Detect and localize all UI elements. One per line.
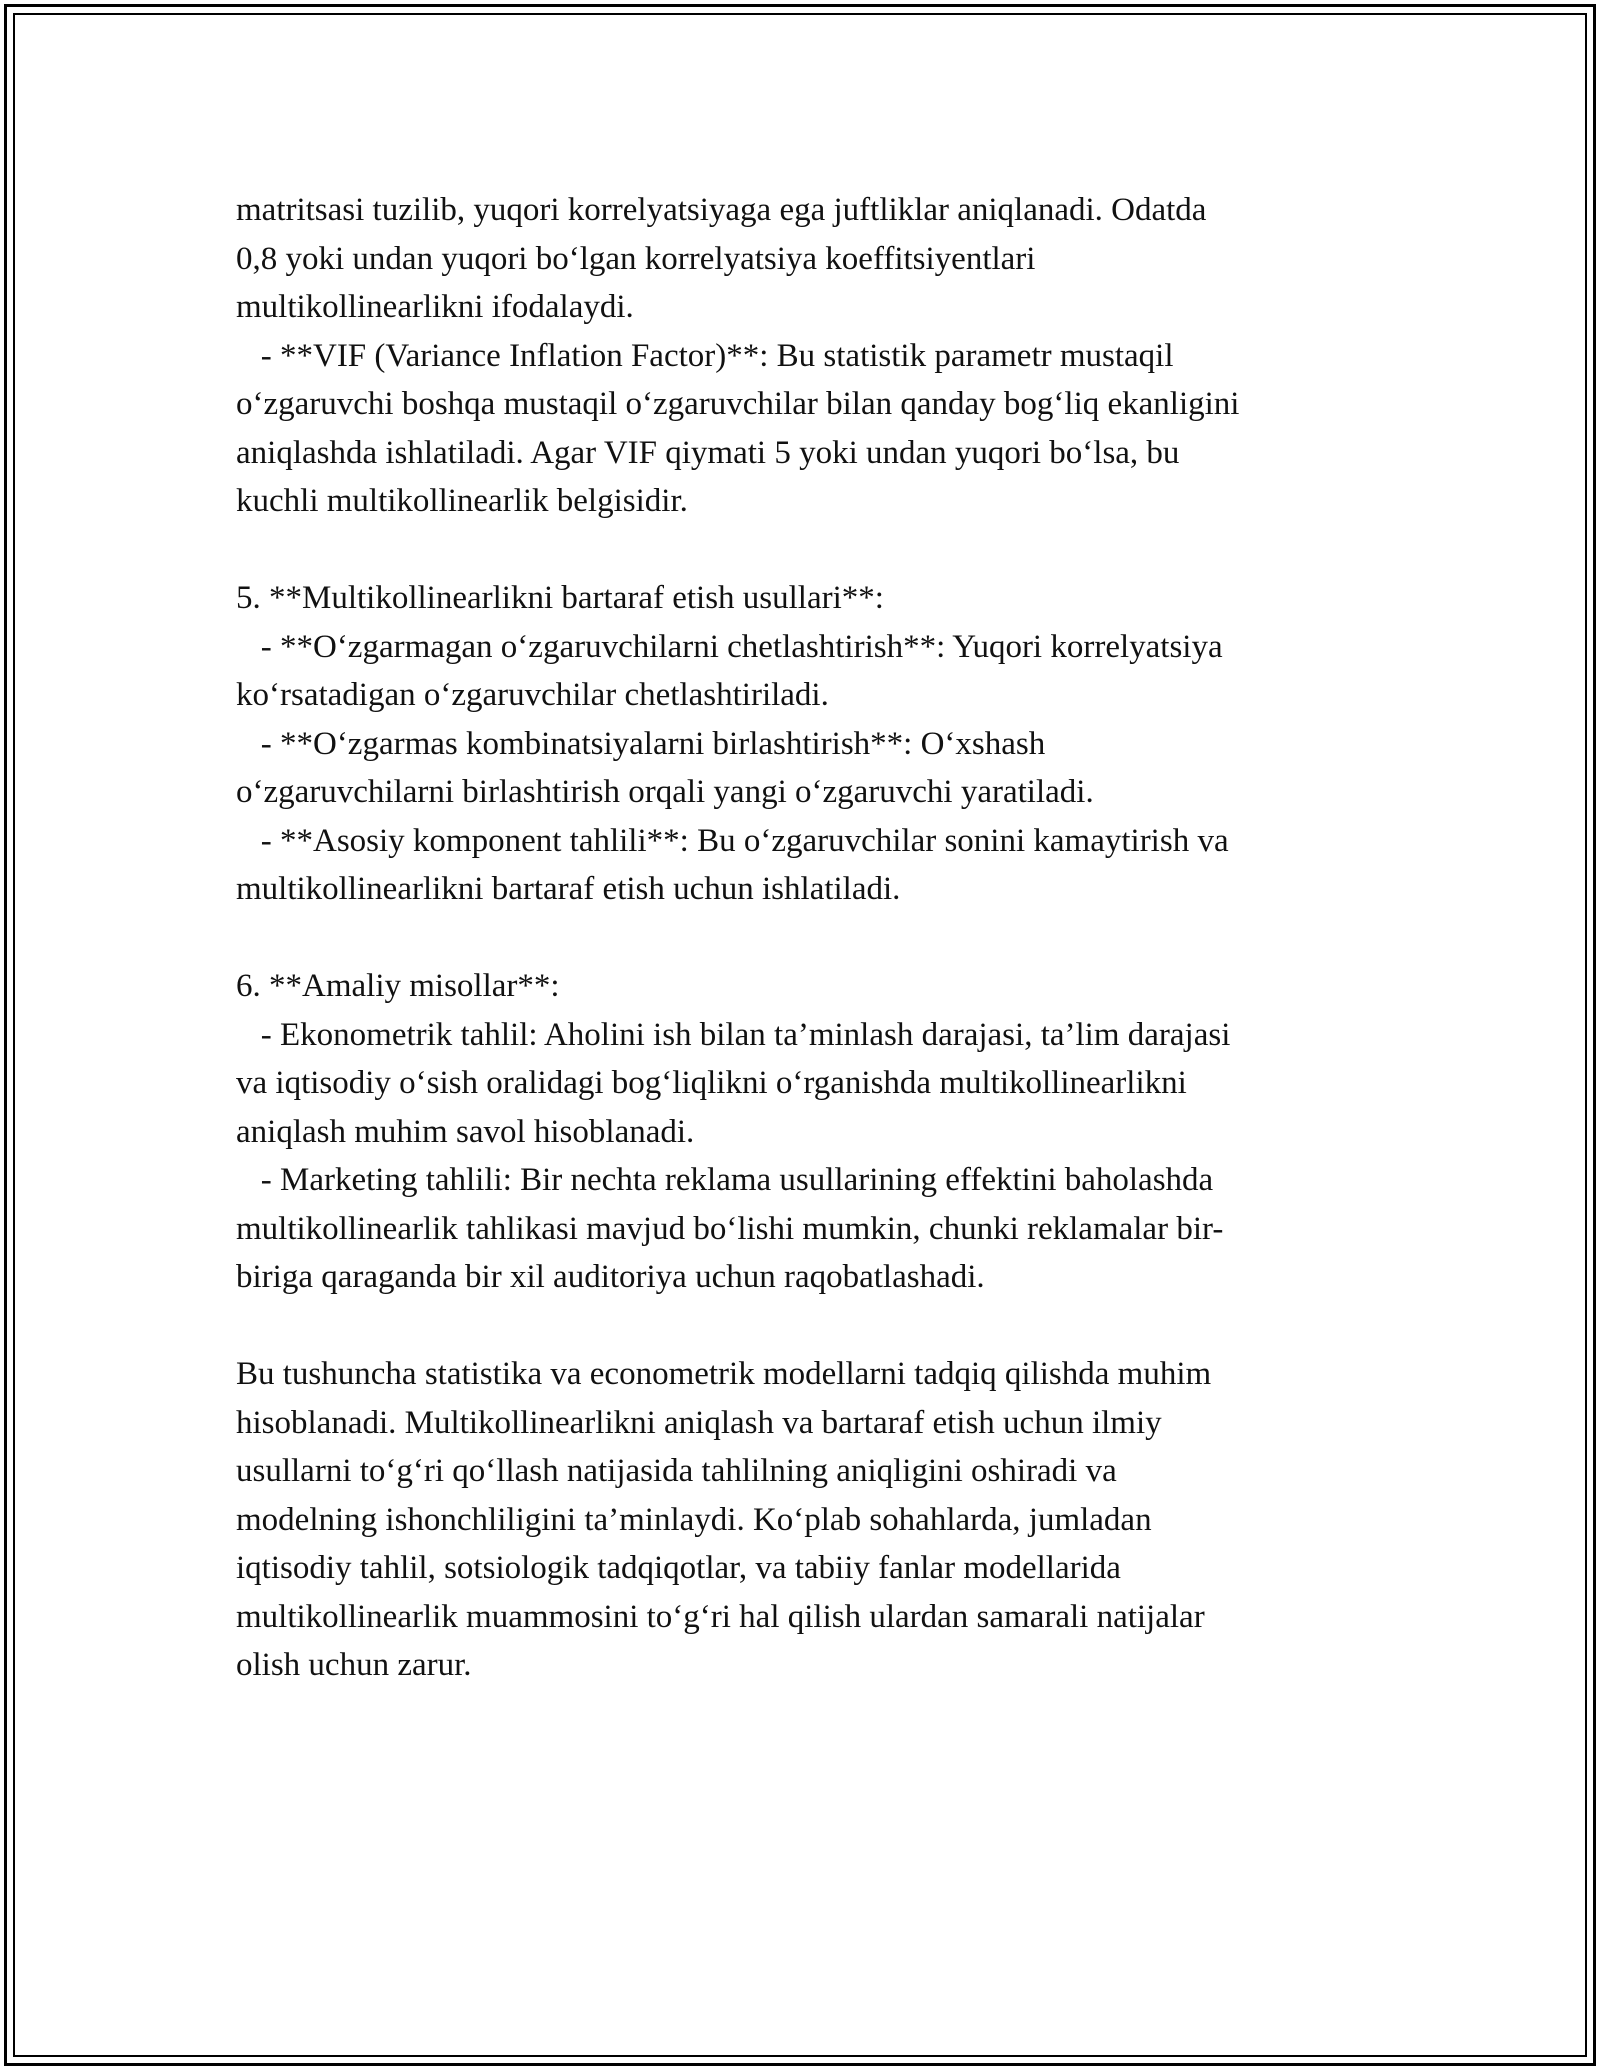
text-line: 6. **Amaliy misollar**:	[236, 968, 560, 1004]
text-line: multikollinearlikni ifodalaydi.	[236, 289, 634, 325]
text-line: 5. **Multikollinearlikni bartaraf etish usullari**:	[236, 580, 884, 616]
paragraph-gap	[236, 914, 1366, 963]
text-line: biriga qaraganda bir xil auditoriya uchun raqobatlashadi.	[236, 1259, 985, 1295]
text-line: modelning ishonchliligini ta’minlaydi. Ko‘plab sohahlarda, jumladan	[236, 1501, 1152, 1538]
text-line: o‘zgaruvchi boshqa mustaqil o‘zgaruvchilar bilan qanday bog‘liq ekanligini	[236, 386, 1240, 422]
text-line: - **Asosiy komponent tahlili**: Bu o‘zgaruvchilar sonini kamaytirish va	[236, 822, 1229, 859]
text-line: aniqlash muhim savol hisoblanadi.	[236, 1113, 695, 1150]
paragraph-gap	[236, 526, 1366, 575]
text-line: o‘zgaruvchilarni birlashtirish orqali yangi o‘zgaruvchi yaratiladi.	[236, 774, 1094, 810]
text-line: usullarni to‘g‘ri qo‘llash natijasida tahlilning aniqligini oshiradi va	[236, 1453, 1117, 1489]
text-line: matritsasi tuzilib, yuqori korrelyatsiyaga ega juftliklar aniqlanadi. Odatda	[236, 192, 1207, 228]
text-line: Bu tushuncha statistika va econometrik modellarni tadqiq qilishda muhim	[236, 1356, 1212, 1392]
text-line: multikollinearlikni bartaraf etish uchun ishlatiladi.	[236, 871, 901, 907]
text-line: ko‘rsatadigan o‘zgaruvchilar chetlashtiriladi.	[236, 677, 829, 713]
text-line: multikollinearlik tahlikasi mavjud bo‘lishi mumkin, chunki reklamalar bir-	[236, 1210, 1224, 1247]
document-body	[236, 186, 1366, 1690]
text-line: olish uchun zarur.	[236, 1647, 472, 1683]
text-line: - **VIF (Variance Inflation Factor)**: Bu statistik parametr mustaqil	[236, 337, 1174, 374]
text-line: multikollinearlik muammosini to‘g‘ri hal qilish ulardan samarali natijalar	[236, 1598, 1205, 1635]
text-line: - Ekonometrik tahlil: Aholini ish bilan ta’minlash darajasi, ta’lim darajasi	[236, 1016, 1231, 1053]
text-line: kuchli multikollinearlik belgisidir.	[236, 483, 688, 519]
text-line: - Marketing tahlili: Bir nechta reklama usullarining effektini baholashda	[236, 1162, 1214, 1198]
text-line: - **O‘zgarmas kombinatsiyalarni birlashtirish**: O‘xshash	[236, 725, 1046, 762]
text-line: va iqtisodiy o‘sish oralidagi bog‘liqlikni o‘rganishda multikollinearlikni	[236, 1065, 1187, 1101]
paragraph-gap	[236, 1302, 1366, 1351]
text-line: aniqlashda ishlatiladi. Agar VIF qiymati 5 yoki undan yuqori bo‘lsa, bu	[236, 434, 1180, 471]
paragraph	[236, 962, 1366, 1302]
text-line: - **O‘zgarmagan o‘zgaruvchilarni chetlashtirish**: Yuqori korrelyatsiya	[236, 628, 1223, 665]
text-line: hisoblanadi. Multikollinearlikni aniqlash va bartaraf etish uchun ilmiy	[236, 1404, 1162, 1441]
paragraph	[236, 186, 1366, 526]
paragraph	[236, 574, 1366, 914]
text-line: 0,8 yoki undan yuqori bo‘lgan korrelyatsiya koeffitsiyentlari	[236, 240, 1036, 277]
paragraph	[236, 1350, 1366, 1690]
text-line: iqtisodiy tahlil, sotsiologik tadqiqotlar, va tabiiy fanlar modellarida	[236, 1550, 1121, 1586]
